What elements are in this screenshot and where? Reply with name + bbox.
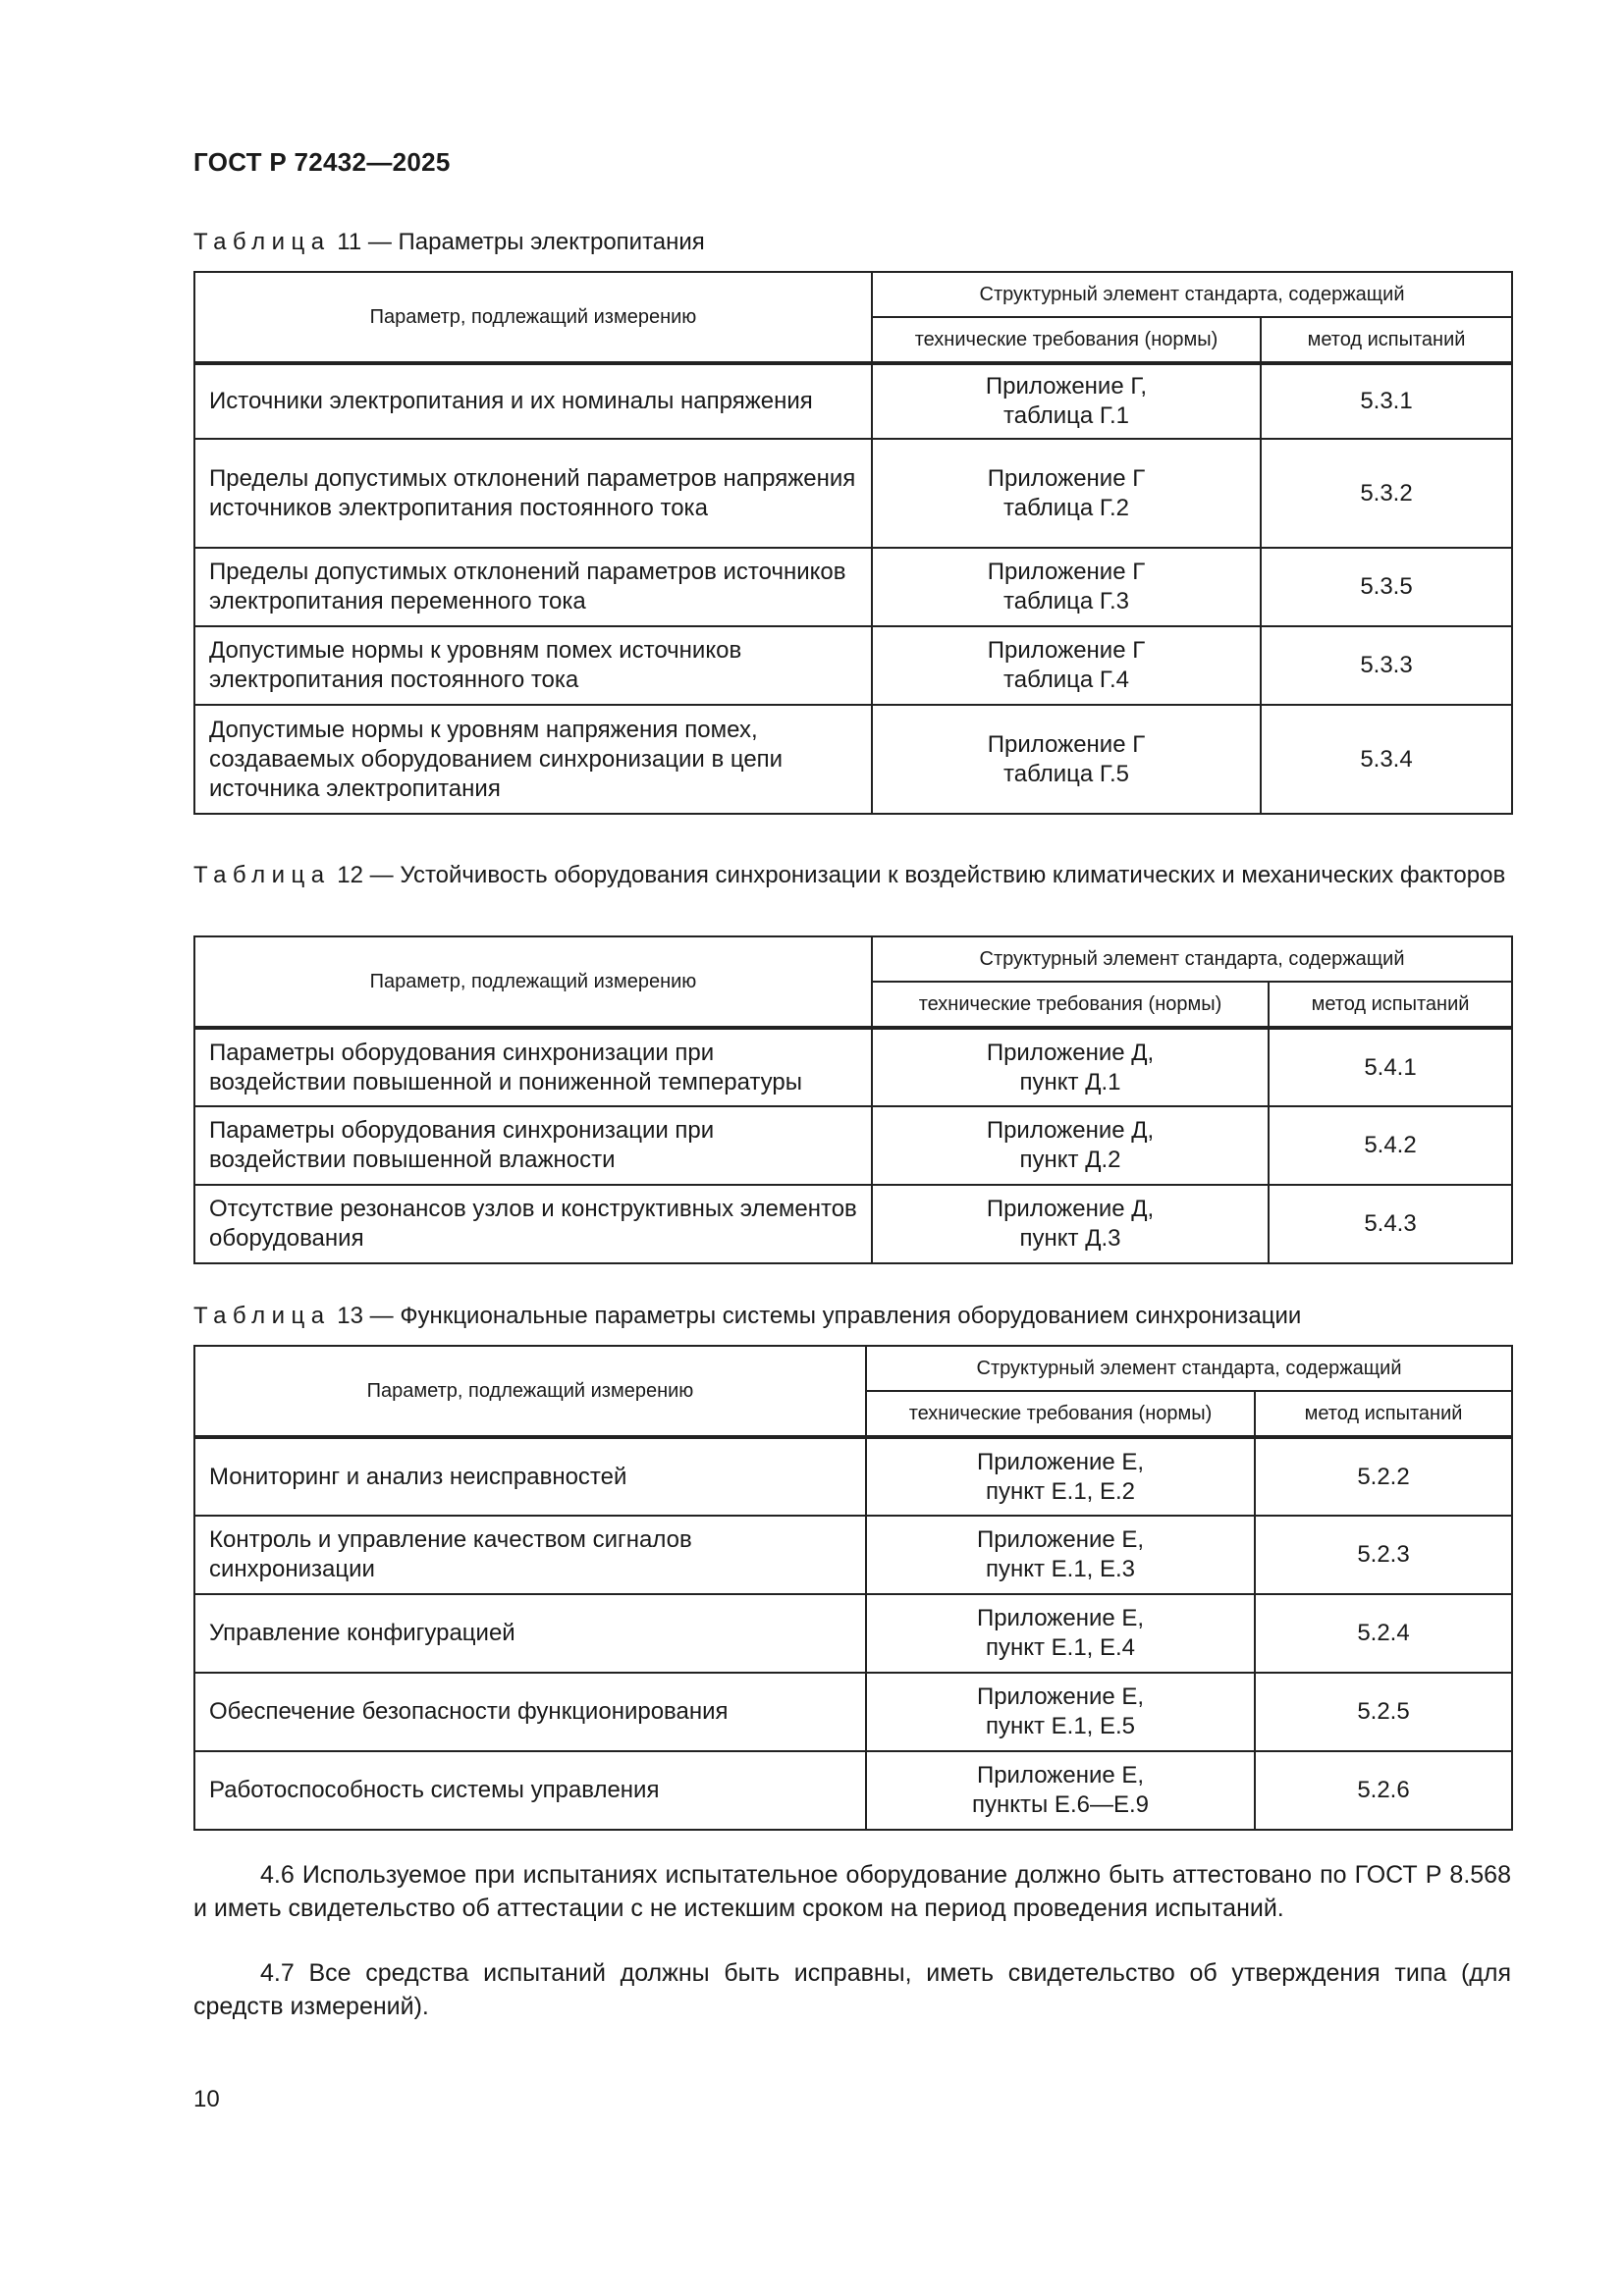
table-11-caption <box>193 227 1511 257</box>
table-13-title: 13 — Функциональные параметры системы управления оборудованием синхронизации <box>337 1303 1302 1329</box>
parameter-cell: Отсутствие резонансов узлов и конструктивных элементов оборудования <box>194 1185 872 1263</box>
requirements-cell: Приложение Г таблица Г.2 <box>872 439 1261 548</box>
column-header-method: метод испытаний <box>1255 1391 1512 1436</box>
requirements-cell: Приложение Е, пункт Е.1, Е.2 <box>866 1438 1255 1516</box>
table-13 <box>193 1345 1513 1831</box>
table-12-title: 12 — Устойчивость оборудования синхронизации к воздействию климатических и механических факторов <box>337 862 1506 888</box>
column-header-method: метод испытаний <box>1261 317 1512 362</box>
method-cell: 5.4.3 <box>1269 1185 1512 1263</box>
requirements-cell: Приложение Е, пункты Е.6—Е.9 <box>866 1751 1255 1830</box>
column-header-element-group: Структурный элемент стандарта, содержащий <box>872 272 1512 317</box>
column-header-requirements: технические требования (нормы) <box>872 982 1269 1027</box>
method-cell: 5.2.2 <box>1255 1438 1512 1516</box>
requirements-cell: Приложение Е, пункт Е.1, Е.3 <box>866 1516 1255 1594</box>
method-cell: 5.3.3 <box>1261 626 1512 705</box>
parameter-cell: Работоспособность системы управления <box>194 1751 866 1830</box>
method-cell: 5.2.6 <box>1255 1751 1512 1830</box>
parameter-cell: Управление конфигурацией <box>194 1594 866 1673</box>
parameter-cell: Параметры оборудования синхронизации при воздействии повышенной и пониженной температуры <box>194 1029 872 1106</box>
table-row <box>194 439 1512 548</box>
parameter-cell: Параметры оборудования синхронизации при воздействии повышенной влажности <box>194 1106 872 1185</box>
requirements-cell: Приложение Г, таблица Г.1 <box>872 364 1261 439</box>
column-header-parameter: Параметр, подлежащий измерению <box>194 1346 866 1436</box>
table-row <box>194 1029 1512 1106</box>
table-12-label: Таблица <box>193 862 331 888</box>
requirements-cell: Приложение Д, пункт Д.2 <box>872 1106 1269 1185</box>
table-row <box>194 1516 1512 1594</box>
column-header-parameter: Параметр, подлежащий измерению <box>194 936 872 1027</box>
parameter-cell: Допустимые нормы к уровням напряжения помех, создаваемых оборудованием синхронизации в цепи источника электропитания <box>194 705 872 814</box>
requirements-cell: Приложение Д, пункт Д.3 <box>872 1185 1269 1263</box>
method-cell: 5.2.5 <box>1255 1673 1512 1751</box>
page-number: 10 <box>193 2086 220 2112</box>
parameter-cell: Контроль и управление качеством сигналов синхронизации <box>194 1516 866 1594</box>
method-cell: 5.4.2 <box>1269 1106 1512 1185</box>
method-cell: 5.3.4 <box>1261 705 1512 814</box>
method-cell: 5.3.1 <box>1261 364 1512 439</box>
table-row <box>194 626 1512 705</box>
requirements-cell: Приложение Г таблица Г.3 <box>872 548 1261 626</box>
table-row <box>194 1106 1512 1185</box>
table-row <box>194 1438 1512 1516</box>
column-header-element-group: Структурный элемент стандарта, содержащий <box>872 936 1512 982</box>
method-cell: 5.2.4 <box>1255 1594 1512 1673</box>
parameter-cell: Пределы допустимых отклонений параметров источников электропитания переменного тока <box>194 548 872 626</box>
table-row <box>194 1185 1512 1263</box>
requirements-cell: Приложение Е, пункт Е.1, Е.5 <box>866 1673 1255 1751</box>
table-row <box>194 1751 1512 1830</box>
column-header-method: метод испытаний <box>1269 982 1512 1027</box>
table-row <box>194 548 1512 626</box>
column-header-requirements: технические требования (нормы) <box>872 317 1261 362</box>
table-13-caption <box>193 1301 1511 1331</box>
paragraph-4-6: 4.6 Используемое при испытаниях испытательное оборудование должно быть аттестовано по ГОСТ Р 8.568 и иметь свидетельство об аттестации с не истекшим сроком на период проведения испытаний. <box>193 1861 1511 1922</box>
parameter-cell: Обеспечение безопасности функционирования <box>194 1673 866 1751</box>
column-header-parameter: Параметр, подлежащий измерению <box>194 272 872 362</box>
parameter-cell: Мониторинг и анализ неисправностей <box>194 1438 866 1516</box>
table-row <box>194 364 1512 439</box>
method-cell: 5.2.3 <box>1255 1516 1512 1594</box>
requirements-cell: Приложение Г таблица Г.5 <box>872 705 1261 814</box>
method-cell: 5.4.1 <box>1269 1029 1512 1106</box>
table-11-label: Таблица <box>193 229 331 255</box>
column-header-requirements: технические требования (нормы) <box>866 1391 1255 1436</box>
document-header: ГОСТ Р 72432—2025 <box>193 147 451 177</box>
table-12-caption <box>193 860 1511 890</box>
paragraph-4-7: 4.7 Все средства испытаний должны быть исправны, иметь свидетельство об утверждения типа (для средств измерений). <box>193 1959 1511 2020</box>
table-11-title: 11 — Параметры электропитания <box>337 229 705 255</box>
method-cell: 5.3.2 <box>1261 439 1512 548</box>
table-12 <box>193 935 1513 1264</box>
table-row <box>194 1673 1512 1751</box>
table-row <box>194 705 1512 814</box>
parameter-cell: Пределы допустимых отклонений параметров напряжения источников электропитания постоянного тока <box>194 439 872 548</box>
table-row <box>194 1594 1512 1673</box>
requirements-cell: Приложение Е, пункт Е.1, Е.4 <box>866 1594 1255 1673</box>
requirements-cell: Приложение Д, пункт Д.1 <box>872 1029 1269 1106</box>
parameter-cell: Источники электропитания и их номиналы напряжения <box>194 364 872 439</box>
table-13-label: Таблица <box>193 1303 331 1329</box>
requirements-cell: Приложение Г таблица Г.4 <box>872 626 1261 705</box>
table-11 <box>193 271 1513 815</box>
parameter-cell: Допустимые нормы к уровням помех источников электропитания постоянного тока <box>194 626 872 705</box>
method-cell: 5.3.5 <box>1261 548 1512 626</box>
column-header-element-group: Структурный элемент стандарта, содержащий <box>866 1346 1512 1391</box>
